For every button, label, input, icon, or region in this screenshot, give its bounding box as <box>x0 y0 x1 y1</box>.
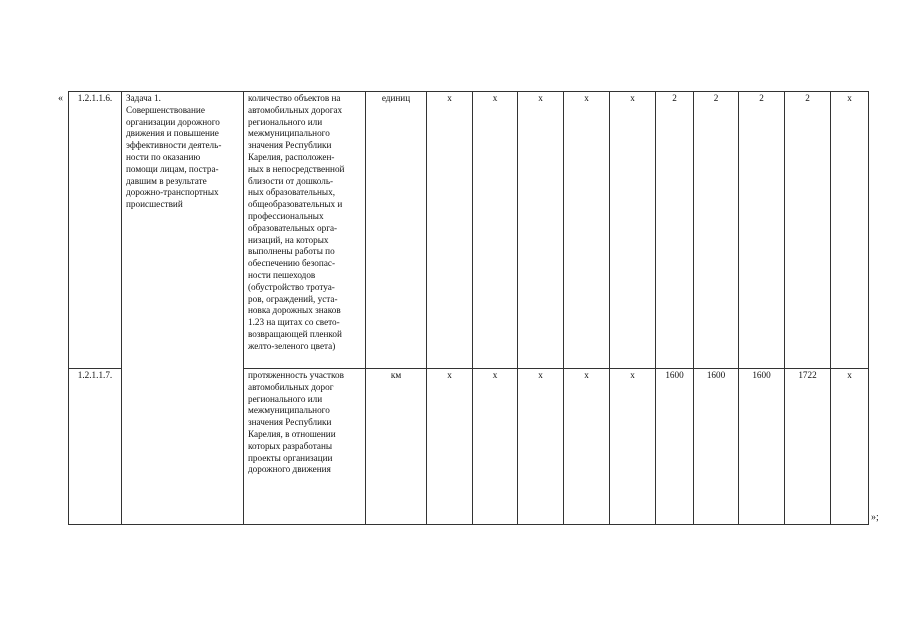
value-cell: 1600 <box>739 369 785 525</box>
row-number-cell: 1.2.1.1.6. <box>69 92 122 369</box>
value-cell: 2 <box>694 92 739 369</box>
value-cell: х <box>831 369 869 525</box>
indicator-cell: количество объектов на автомобильных дорогах регионального или межмуниципального значения Республики Карелия, расположен- ных в непосредственной близости от дошколь- ных образовательных, общеобразовательных и профессиональных образовательных орга- низаций, на которых выполнены работы по обеспечению безопас- ности пешеходов (обустройство тротуа- ров, ограждений, уста- новка дорожных знаков 1.23 на щитах со свето- возвращающей пленкой желто-зеленого цвета) <box>244 92 366 369</box>
value-cell: 1600 <box>656 369 694 525</box>
value-cell: 2 <box>656 92 694 369</box>
value-cell: х <box>610 369 656 525</box>
table-row <box>69 92 869 369</box>
row-number-cell: 1.2.1.1.7. <box>69 369 122 525</box>
value-cell: 2 <box>785 92 831 369</box>
value-cell: х <box>427 92 473 369</box>
indicators-table <box>68 91 869 525</box>
opening-quote-mark: « <box>58 93 63 104</box>
value-cell: х <box>518 92 564 369</box>
value-cell: х <box>564 369 610 525</box>
indicator-cell: протяженность участков автомобильных дорог регионального или межмуниципального значения Республики Карелия, в отношении которых разработаны проекты организации дорожного движения <box>244 369 366 525</box>
value-cell: х <box>473 92 518 369</box>
value-cell: х <box>427 369 473 525</box>
value-cell: х <box>610 92 656 369</box>
task-cell: Задача 1. Совершенствование организации дорожного движения и повышение эффективности деятель- ности по оказанию помощи лицам, постра- давшим в результате дорожно-транспортных происшествий <box>122 92 244 525</box>
unit-cell: км <box>366 369 427 525</box>
value-cell: х <box>831 92 869 369</box>
value-cell: 1600 <box>694 369 739 525</box>
unit-cell: единиц <box>366 92 427 369</box>
closing-quote-mark: »; <box>871 512 879 523</box>
value-cell: х <box>518 369 564 525</box>
value-cell: х <box>473 369 518 525</box>
value-cell: х <box>564 92 610 369</box>
value-cell: 2 <box>739 92 785 369</box>
value-cell: 1722 <box>785 369 831 525</box>
